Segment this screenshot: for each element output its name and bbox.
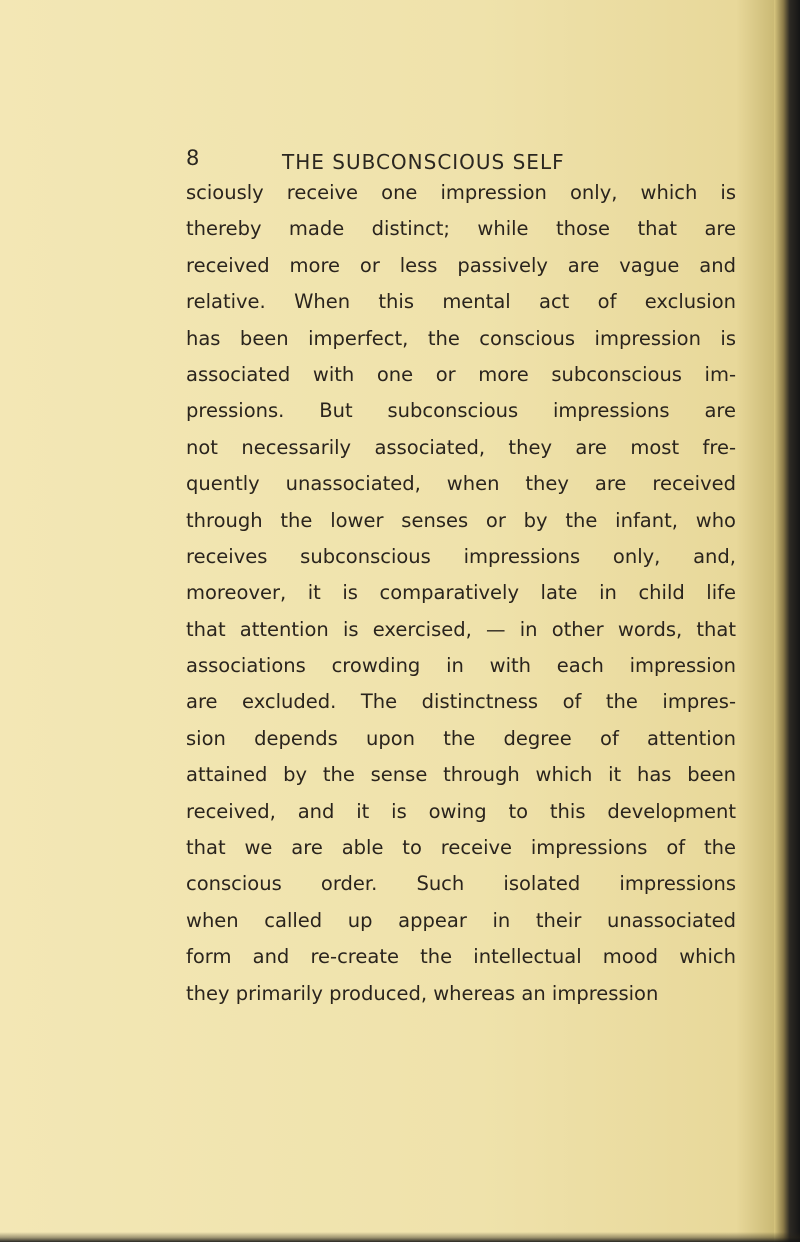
text-line: received more or less passively are vague and [186,253,736,277]
text-line: form and re-create the intellectual mood which [186,945,736,969]
text-line: when called up appear in their unassociated [186,908,736,932]
text-line: thereby made distinct; while those that are [186,217,736,241]
text-line: pressions. But subconscious impressions are [186,399,736,423]
text-line: receives subconscious impressions only, and, [186,544,736,568]
text-line: they primarily produced, whereas an impression [186,981,659,1005]
text-line: associations crowding in with each impression [186,654,736,678]
text-line: conscious order. Such isolated impressions [186,872,736,896]
text-line: has been imperfect, the conscious impression is [186,326,736,350]
text-line: received, and it is owing to this development [186,799,736,823]
page-edge-shadow [774,0,800,1242]
text-line: through the lower senses or by the infant, who [186,508,736,532]
page-bottom-shadow [0,1232,800,1242]
text-line: associated with one or more subconscious im- [186,362,736,386]
text-line: not necessarily associated, they are most fre- [186,435,736,459]
body-text [186,175,736,1012]
running-title: THE SUBCONSCIOUS SELF [282,150,565,174]
text-line: attained by the sense through which it has been [186,763,736,787]
page-number: 8 [186,146,200,170]
text-line: that attention is exercised, — in other words, that [186,617,736,641]
text-line: quently unassociated, when they are received [186,472,736,496]
text-line: sciously receive one impression only, which is [186,181,736,204]
text-line: moreover, it is comparatively late in child life [186,581,736,605]
text-line: sion depends upon the degree of attention [186,726,736,750]
text-line: relative. When this mental act of exclusion [186,290,736,314]
text-line: that we are able to receive impressions of the [186,836,736,860]
text-line: are excluded. The distinctness of the impres- [186,690,736,714]
